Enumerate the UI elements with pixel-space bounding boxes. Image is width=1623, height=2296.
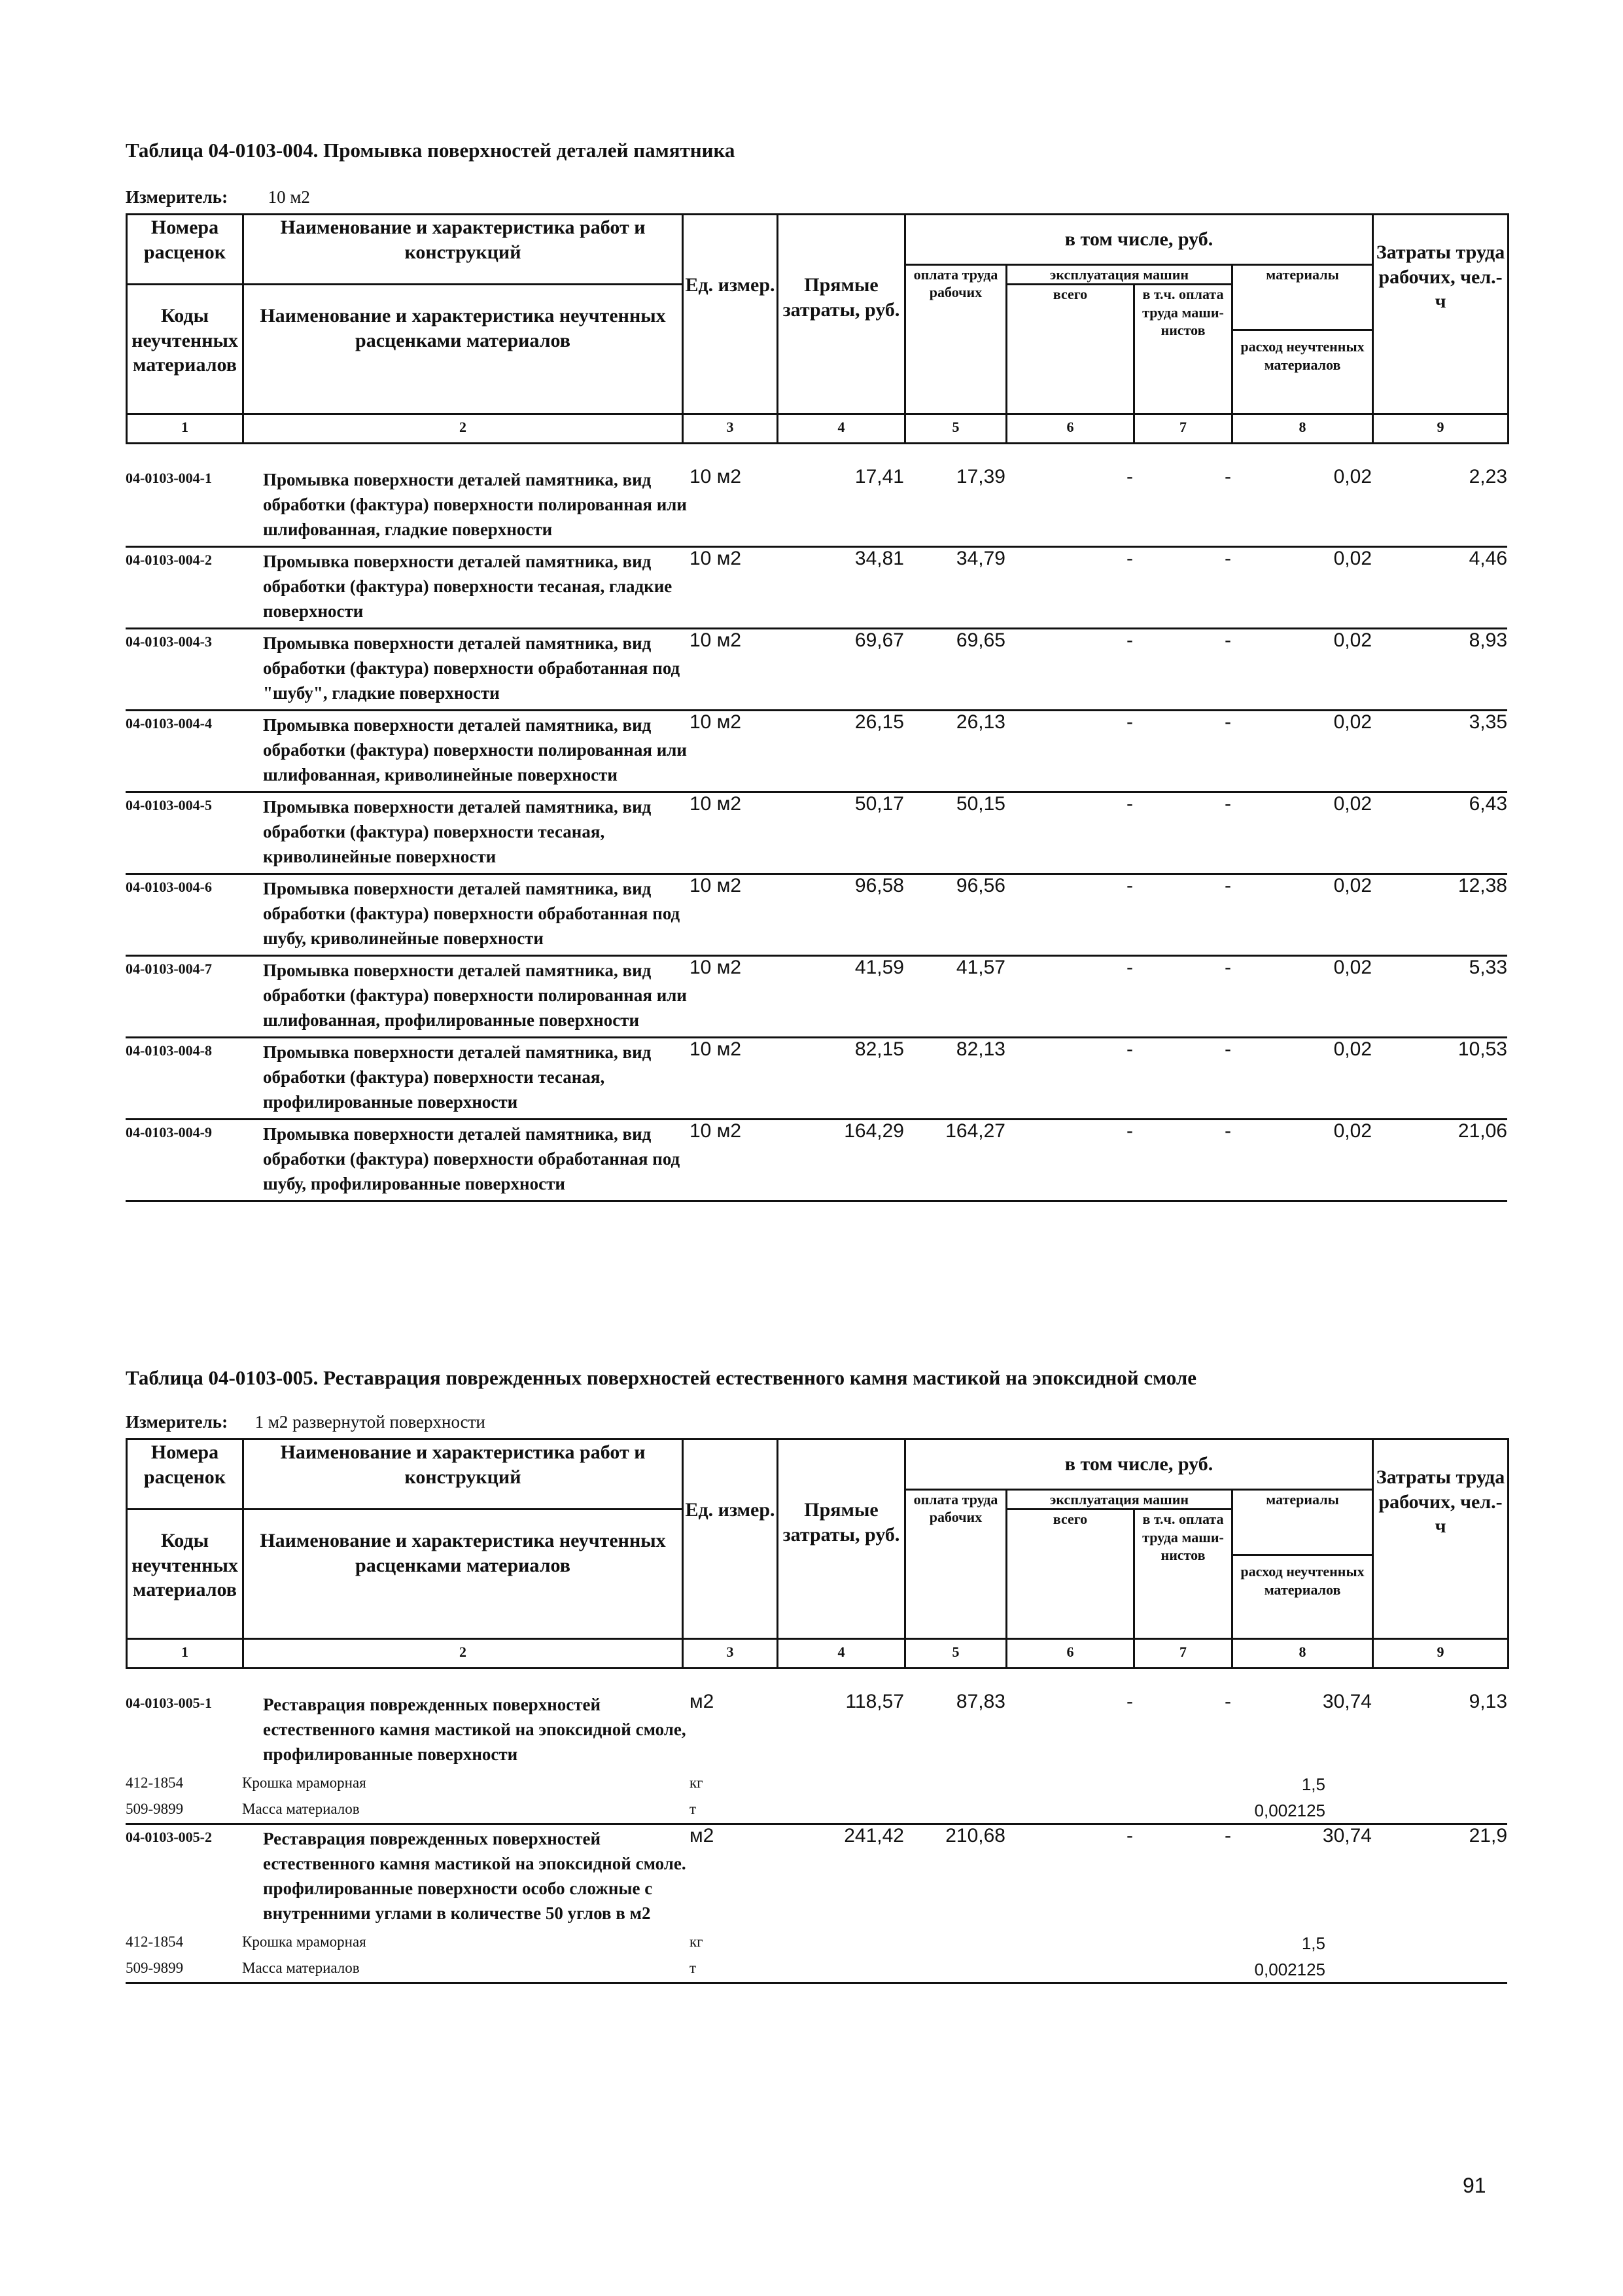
mach-pay-value: - — [1225, 629, 1231, 651]
work-name: Промывка поверхности деталей памятника, вид обработки (фактура) поверхности обработанная под "шубу", гладкие поверхности — [263, 633, 680, 703]
material-unit: т — [689, 1801, 697, 1817]
hours-value: 12,38 — [1457, 875, 1507, 896]
header-machines: эксплуатация машин — [1007, 1489, 1232, 1510]
col-num-7: 7 — [1134, 414, 1232, 444]
direct-value: 164,29 — [844, 1120, 904, 1142]
material-code: 509-9899 — [126, 1960, 184, 1976]
mach-value: - — [1126, 1825, 1133, 1846]
rate-code: 04-0103-004-4 — [126, 715, 212, 732]
rate-code: 04-0103-004-7 — [126, 961, 212, 977]
mach-value: - — [1126, 957, 1133, 978]
unit-value: м2 — [689, 1825, 714, 1846]
material-row — [126, 1797, 1507, 1825]
col-num-5: 5 — [905, 414, 1007, 444]
measure-label: Измеритель: — [126, 1412, 228, 1432]
direct-value: 17,41 — [854, 466, 904, 487]
table2-measure — [126, 1412, 485, 1432]
table-row — [126, 548, 1507, 629]
work-name: Промывка поверхности деталей памятника, вид обработки (фактура) поверхности полированная или шлифованная, криволинейные поверхности — [263, 715, 687, 785]
col-num-8: 8 — [1232, 1639, 1373, 1669]
hours-value: 21,06 — [1457, 1120, 1507, 1142]
header-col2-bottom: Наименование и характеристика неучтенных расценками материалов — [243, 285, 683, 414]
work-name: Промывка поверхности деталей памятника, вид обработки (фактура) поверхности тесаная, профилированные поверхности — [263, 1042, 652, 1112]
mat-value: 0,02 — [1333, 548, 1372, 569]
mach-value: - — [1126, 1120, 1133, 1142]
header-incl: в том числе, руб. — [905, 1439, 1373, 1490]
labor-value: 82,13 — [956, 1038, 1005, 1060]
measure-value: 1 м2 развернутой поверхности — [254, 1412, 485, 1432]
table-row — [126, 875, 1507, 957]
mach-pay-value: - — [1225, 548, 1231, 569]
rate-code: 04-0103-005-2 — [126, 1829, 212, 1845]
hours-value: 6,43 — [1469, 793, 1507, 815]
mach-value: - — [1126, 875, 1133, 896]
labor-value: 96,56 — [956, 875, 1005, 896]
rate-code: 04-0103-004-3 — [126, 633, 212, 650]
work-name: Промывка поверхности деталей памятника, вид обработки (фактура) поверхности тесаная, криволинейные поверхности — [263, 797, 652, 866]
material-unit: кг — [689, 1775, 703, 1791]
header-machines-total: всего — [1007, 285, 1134, 414]
labor-value: 69,65 — [956, 629, 1005, 651]
rate-code: 04-0103-004-8 — [126, 1042, 212, 1059]
mach-pay-value: - — [1225, 1038, 1231, 1060]
table-row — [126, 1691, 1507, 1771]
table-row — [126, 1038, 1507, 1120]
labor-value: 210,68 — [945, 1825, 1005, 1846]
col-num-4: 4 — [778, 414, 905, 444]
mach-value: - — [1126, 1038, 1133, 1060]
material-qty: 0,002125 — [1254, 1960, 1325, 1979]
material-name: Крошка мраморная — [242, 1934, 366, 1950]
labor-value: 87,83 — [956, 1691, 1005, 1712]
mat-value: 0,02 — [1333, 875, 1372, 896]
hours-value: 9,13 — [1469, 1691, 1507, 1712]
header-col1-bottom: Коды неучтенных материалов — [127, 1510, 243, 1639]
col-num-2: 2 — [243, 414, 683, 444]
hours-value: 3,35 — [1469, 711, 1507, 733]
hours-value: 2,23 — [1469, 466, 1507, 487]
material-unit: т — [689, 1960, 697, 1976]
mach-value: - — [1126, 466, 1133, 487]
header-col2-top: Наименование и характеристика работ и конструкций — [243, 1439, 683, 1490]
unit-value: 10 м2 — [689, 875, 742, 896]
col-num-4: 4 — [778, 1639, 905, 1669]
mat-value: 0,02 — [1333, 1038, 1372, 1060]
header-col2-bottom: Наименование и характеристика неучтенных расценками материалов — [243, 1510, 683, 1639]
direct-value: 26,15 — [854, 711, 904, 733]
table-row — [126, 1825, 1507, 1930]
labor-value: 164,27 — [945, 1120, 1005, 1142]
material-code: 509-9899 — [126, 1801, 184, 1817]
mat-value: 0,02 — [1333, 466, 1372, 487]
mach-pay-value: - — [1225, 793, 1231, 815]
mach-pay-value: - — [1225, 875, 1231, 896]
unit-value: 10 м2 — [689, 957, 742, 978]
unit-value: м2 — [689, 1691, 714, 1712]
mat-value: 0,02 — [1333, 957, 1372, 978]
header-col1-top: Номера расценок — [127, 215, 243, 265]
mach-value: - — [1126, 629, 1133, 651]
material-code: 412-1854 — [126, 1775, 184, 1791]
header-materials-unaccounted: расход неучтенных материалов — [1232, 330, 1373, 414]
table-row — [126, 466, 1507, 548]
col-num-3: 3 — [683, 414, 778, 444]
mach-pay-value: - — [1225, 1825, 1231, 1846]
table-row — [126, 629, 1507, 711]
table2-header — [126, 1438, 1509, 1669]
table-row — [126, 957, 1507, 1038]
direct-value: 34,81 — [854, 548, 904, 569]
mat-value: 30,74 — [1322, 1691, 1372, 1712]
labor-value: 50,15 — [956, 793, 1005, 815]
work-name: Промывка поверхности деталей памятника, вид обработки (фактура) поверхности полированная или шлифованная, профилированные поверхности — [263, 961, 687, 1030]
table1-body — [126, 466, 1507, 1202]
material-unit: кг — [689, 1934, 703, 1950]
material-qty: 1,5 — [1301, 1775, 1325, 1794]
mach-value: - — [1126, 548, 1133, 569]
work-name: Реставрация поврежденных поверхностей естественного камня мастикой на эпоксидной смоле, профилированные поверхности — [263, 1695, 686, 1764]
header-col1-top: Номера расценок — [127, 1439, 243, 1490]
mat-value: 0,02 — [1333, 629, 1372, 651]
hours-value: 5,33 — [1469, 957, 1507, 978]
header-direct: Прямые затраты, руб. — [778, 1439, 905, 1639]
header-machines-incl: в т.ч. оплата труда маши-нистов — [1134, 1510, 1232, 1639]
header-machines: эксплуатация машин — [1007, 264, 1232, 285]
measure-value: 10 м2 — [268, 187, 310, 207]
col-num-6: 6 — [1007, 1639, 1134, 1669]
direct-value: 241,42 — [844, 1825, 904, 1846]
labor-value: 17,39 — [956, 466, 1005, 487]
direct-value: 41,59 — [854, 957, 904, 978]
rate-code: 04-0103-004-1 — [126, 470, 212, 486]
header-incl: в том числе, руб. — [905, 215, 1373, 265]
header-labor-cost: Затраты труда рабочих, чел.-ч — [1373, 215, 1509, 414]
mat-value: 0,02 — [1333, 1120, 1372, 1142]
mach-pay-value: - — [1225, 466, 1231, 487]
mach-pay-value: - — [1225, 957, 1231, 978]
table1-measure — [126, 187, 310, 207]
table2-title: Таблица 04-0103-005. Реставрация поврежденных поверхностей естественного камня мастикой на эпоксидной смоле — [126, 1366, 1197, 1389]
labor-value: 26,13 — [956, 711, 1005, 733]
rate-code: 04-0103-004-5 — [126, 797, 212, 813]
header-materials-unaccounted: расход неучтенных материалов — [1232, 1555, 1373, 1639]
hours-value: 21,9 — [1469, 1825, 1507, 1846]
unit-value: 10 м2 — [689, 466, 742, 487]
col-num-1: 1 — [127, 1639, 243, 1669]
labor-value: 41,57 — [956, 957, 1005, 978]
unit-value: 10 м2 — [689, 793, 742, 815]
header-unit: Ед. измер. — [683, 215, 778, 414]
unit-value: 10 м2 — [689, 548, 742, 569]
material-row — [126, 1956, 1507, 1984]
work-name: Промывка поверхности деталей памятника, вид обработки (фактура) поверхности полированная или шлифованная, гладкие поверхности — [263, 470, 687, 539]
measure-label: Измеритель: — [126, 187, 228, 207]
mach-pay-value: - — [1225, 1691, 1231, 1712]
table-row — [126, 1120, 1507, 1202]
col-num-2: 2 — [243, 1639, 683, 1669]
material-name: Масса материалов — [242, 1960, 360, 1976]
col-num-6: 6 — [1007, 414, 1134, 444]
rate-code: 04-0103-004-2 — [126, 552, 212, 568]
rate-code: 04-0103-004-9 — [126, 1124, 212, 1140]
table-row — [126, 711, 1507, 793]
table1-title: Таблица 04-0103-004. Промывка поверхностей деталей памятника — [126, 139, 735, 162]
material-qty: 0,002125 — [1254, 1801, 1325, 1820]
mach-value: - — [1126, 1691, 1133, 1712]
material-name: Крошка мраморная — [242, 1775, 366, 1791]
work-name: Промывка поверхности деталей памятника, вид обработки (фактура) поверхности обработанная под шубу, профилированные поверхности — [263, 1124, 680, 1193]
unit-value: 10 м2 — [689, 711, 742, 733]
col-num-9: 9 — [1373, 414, 1509, 444]
header-materials: материалы — [1232, 264, 1373, 285]
mat-value: 0,02 — [1333, 793, 1372, 815]
col-num-1: 1 — [127, 414, 243, 444]
mat-value: 30,74 — [1322, 1825, 1372, 1846]
header-machines-incl: в т.ч. оплата труда маши-нистов — [1134, 285, 1232, 414]
mach-pay-value: - — [1225, 1120, 1231, 1142]
material-qty: 1,5 — [1301, 1934, 1325, 1953]
col-num-9: 9 — [1373, 1639, 1509, 1669]
page-number: 91 — [1463, 2174, 1486, 2197]
header-machines-total: всего — [1007, 1510, 1134, 1639]
material-row — [126, 1771, 1507, 1797]
unit-value: 10 м2 — [689, 1038, 742, 1060]
table2-body — [126, 1691, 1507, 1984]
material-code: 412-1854 — [126, 1934, 184, 1950]
header-col1-bottom: Коды неучтенных материалов — [127, 285, 243, 414]
header-materials: материалы — [1232, 1489, 1373, 1510]
hours-value: 4,46 — [1469, 548, 1507, 569]
direct-value: 50,17 — [854, 793, 904, 815]
header-labor-pay: оплата труда рабочих — [905, 1489, 1007, 1639]
material-row — [126, 1930, 1507, 1956]
header-labor-pay: оплата труда рабочих — [905, 264, 1007, 414]
labor-value: 34,79 — [956, 548, 1005, 569]
hours-value: 10,53 — [1457, 1038, 1507, 1060]
header-col2-top: Наименование и характеристика работ и конструкций — [243, 215, 683, 265]
direct-value: 69,67 — [854, 629, 904, 651]
hours-value: 8,93 — [1469, 629, 1507, 651]
col-num-7: 7 — [1134, 1639, 1232, 1669]
mach-value: - — [1126, 793, 1133, 815]
work-name: Промывка поверхности деталей памятника, вид обработки (фактура) поверхности обработанная под шубу, криволинейные поверхности — [263, 879, 680, 948]
header-unit: Ед. измер. — [683, 1439, 778, 1639]
rate-code: 04-0103-005-1 — [126, 1695, 212, 1711]
col-num-8: 8 — [1232, 414, 1373, 444]
mach-pay-value: - — [1225, 711, 1231, 733]
work-name: Реставрация поврежденных поверхностей естественного камня мастикой на эпоксидной смоле. профилированные поверхности особо сложные с внутренними углами в количестве 50 углов в м2 — [263, 1829, 686, 1923]
table1-header — [126, 213, 1509, 444]
col-num-3: 3 — [683, 1639, 778, 1669]
unit-value: 10 м2 — [689, 1120, 742, 1142]
material-name: Масса материалов — [242, 1801, 360, 1817]
mach-value: - — [1126, 711, 1133, 733]
direct-value: 96,58 — [854, 875, 904, 896]
col-num-5: 5 — [905, 1639, 1007, 1669]
direct-value: 82,15 — [854, 1038, 904, 1060]
mat-value: 0,02 — [1333, 711, 1372, 733]
header-labor-cost: Затраты труда рабочих, чел.-ч — [1373, 1439, 1509, 1639]
rate-code: 04-0103-004-6 — [126, 879, 212, 895]
direct-value: 118,57 — [845, 1691, 904, 1712]
unit-value: 10 м2 — [689, 629, 742, 651]
table-row — [126, 793, 1507, 875]
work-name: Промывка поверхности деталей памятника, вид обработки (фактура) поверхности тесаная, гладкие поверхности — [263, 552, 672, 621]
header-direct: Прямые затраты, руб. — [778, 215, 905, 414]
